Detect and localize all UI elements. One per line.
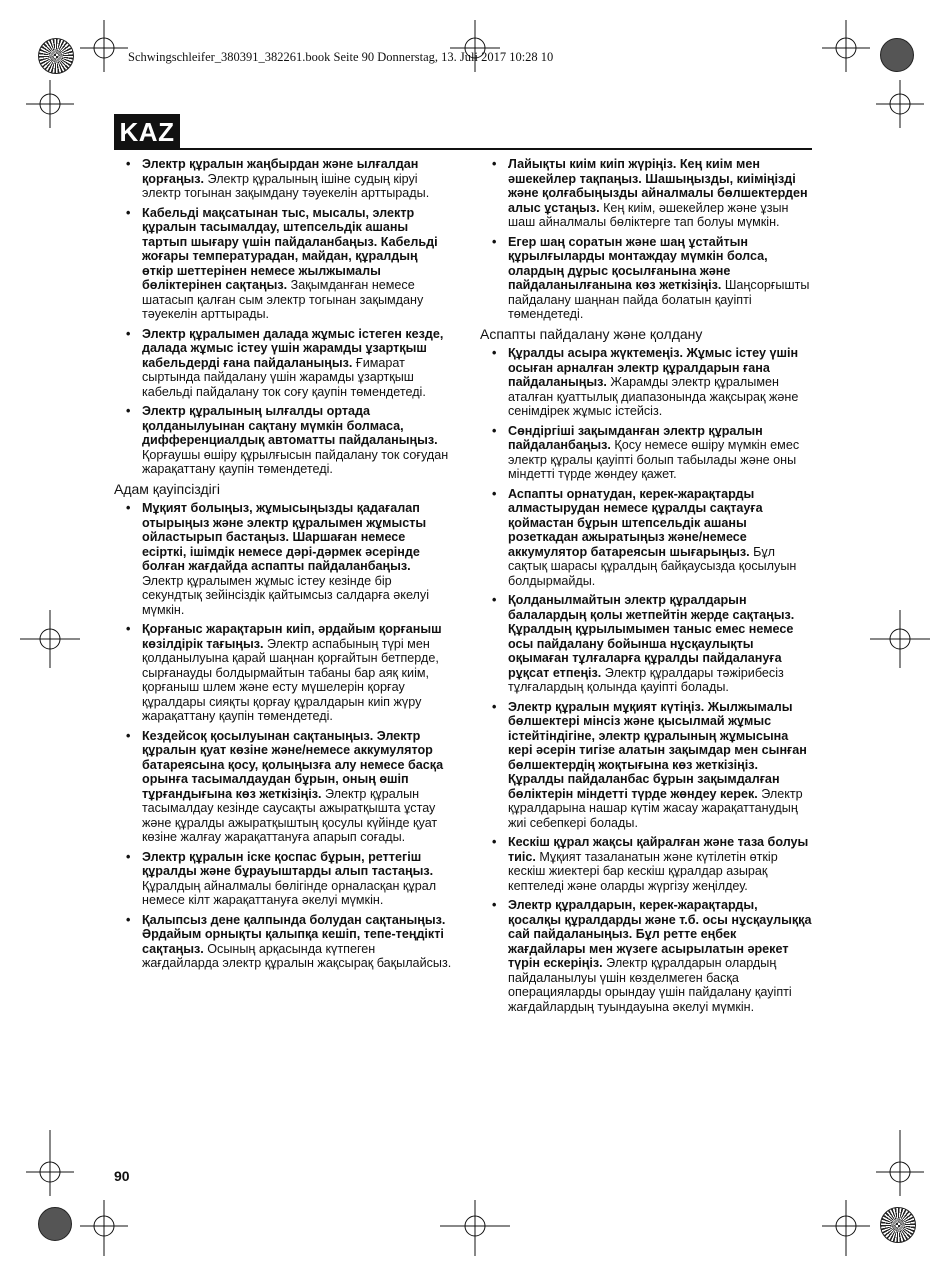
section-heading-personal-safety: Адам қауіпсіздігі xyxy=(114,480,220,497)
language-badge: KAZ xyxy=(114,114,180,150)
list-item: • Қалыпсыз дене қалпында болудан сақтаныңыз. Әрдайым орнықты қалыпқа кешіп, тепе-теңдікті сақтаңыз. Осының арқасында күтпеген жағдайларда электр құралын жақсырақ бақылайсыз. xyxy=(114,913,452,971)
list-item: • Электр құралын жаңбырдан және ылғалдан қорғаңыз. Электр құралының ішіне судың кіруі электр тогынан зақымдану тәуекелін арттырады. xyxy=(114,157,452,201)
list-item: • Қорғаныс жарақтарын киіп, әрдайым қорғаныш көзілдірік тағыңыз. Электр аспабының түрі мен қолданылуына қарай шаңнан қорғайтын бетперде, сырғанауды болдырмайтын табаны бар аяқ киім, қорғаныш шлем және есту мүшелерін қорғау құралдары сияқты қорғау құралдарын киіп жүру жарақаттану қаупін төмендетеді. xyxy=(114,622,452,724)
electrical-safety-list xyxy=(114,157,452,477)
list-item: • Лайықты киім киіп жүріңіз. Кең киім мен әшекейлер тақпаңыз. Шашыңызды, киіміңізді және қолғабыңызды айналмалы бөлшектерден алыс ұстаңыз. Кең киім, әшекейлер және ұзын шаш айналмалы бөліктерге тап болуы мүмкін. xyxy=(480,157,814,230)
list-item: • Кескіш құрал жақсы қайралған және таза болуы тиіс. Мұқият тазаланатын және күтілетін өткір кескіш жиектері бар кескіш құралдар азырақ кептеледі және оларды жүргізу жеңілдеу. xyxy=(480,835,814,893)
list-item: • Электр құралымен далада жұмыс істеген кезде, далада жұмыс істеу үшін жарамды ұзартқыш кабельдерді ғана пайдаланыңыз. Ғимарат сыртында пайдалану үшін жарамды ұзартқыш кабельді пайдалану ток соғу қаупін төмендетеді. xyxy=(114,327,452,400)
list-item: • Аспапты орнатудан, керек-жарақтарды алмастырудан немесе құралды сақтауға қоймастан бұрын штепсельдік ашаны розеткадан ажыратыңыз және/немесе аккумулятор батареясын шығарыңыз. Бұл сақтық шарасы құралдың байқаусызда қосылуын болдырмайды. xyxy=(480,487,814,589)
document-file-header: Schwingschleifer_380391_382261.book Seite 90 Donnerstag, 13. Juli 2017 10:28 10 xyxy=(128,50,554,64)
right-column xyxy=(480,157,814,1019)
list-item: • Сөндіргіші зақымданған электр құралын пайдаланбаңыз. Қосу немесе өшіру мүмкін емес электр құралы қауіпті болып табылады және оны міндетті түрде жөндеу қажет. xyxy=(480,424,814,482)
list-item: • Кездейсоқ қосылуынан сақтаныңыз. Электр құралын қуат көзіне және/немесе аккумулятор батареясына қосу, қолыңызға алу немесе басқа орынға тасымалдаудан бұрын, оның өшіп тұрғандығына көз жеткізіңіз. Электр құралын тасымалдау кезінде саусақты ажыратқышта ұстау және құралды ажыратқыштың қосулы күйінде қуат көзіне жалғау жарақаттануға апарып соғады. xyxy=(114,729,452,845)
registration-dot-icon xyxy=(880,38,914,72)
tool-use-list xyxy=(480,346,814,1014)
list-item: • Электр құралының ылғалды ортада қолданылуынан сақтану мүмкін болмаса, дифференциалдық автоматты пайдаланыңыз. Қорғаушы өшіру құрылғысын пайдалану ток соғудан жарақаттану қаупін төмендетеді. xyxy=(114,404,452,477)
registration-dot-icon xyxy=(38,1207,72,1241)
list-item: • Электр құралдарын, керек-жарақтарды, қосалқы құралдарды және т.б. осы нұсқаулыққа сай пайдаланыңыз. Бұл ретте еңбек жағдайлары мен жүзеге асырылатын әрекет түрін ескеріңіз. Электр құралдарын олардың пайдаланылуы үшін көзделмеген басқа операцияларды орындау үшін пайдалану қауіпті жағдайлардың туындауына әкелуі мүмкін. xyxy=(480,898,814,1014)
left-column xyxy=(114,157,452,976)
list-item: • Кабельді мақсатынан тыс, мысалы, электр құралын тасымалдау, штепсельдік ашаны тартып шығару үшін пайдаланбаңыз. Кабельді жоғары температурадан, майдан, құралдың өткір шеттерінен немесе жылжымалы бөліктерінен сақтаңыз. Зақымданған немесе шатасып қалған сым электр тогынан зақымдану тәуекелін арттырады. xyxy=(114,206,452,322)
personal-safety-list xyxy=(114,501,452,971)
list-item: • Егер шаң соратын және шаң ұстайтын құрылғыларды монтаждау мүмкін болса, олардың дұрыс қосылғанына және пайдаланылғанына көз жеткізіңіз. Шаңсорғышты пайдалану шаңнан пайда болатын қауіпті төмендетеді. xyxy=(480,235,814,322)
list-item: • Құралды асыра жүктемеңіз. Жұмыс істеу үшін осыған арналған электр құралдарын ғана пайдаланыңыз. Жарамды электр құралымен аталған қуаттылық диапазонында жақсырақ және сенімдірек жұмыс істейсіз. xyxy=(480,346,814,419)
section-heading-tool-use: Аспапты пайдалану және қолдану xyxy=(480,325,703,342)
header-rule xyxy=(180,148,812,150)
list-item: • Мұқият болыңыз, жұмысыңызды қадағалап отырыңыз және электр құралымен жұмысты ойластырып бастаңыз. Шаршаған немесе есірткі, ішімдік немесе дәрі-дәрмек әсерінде болған жағдайда аспапты пайдаланбаңыз. Электр құралымен жұмыс істеу кезінде бір секундтық зейінсіздік қайтымсыз салдарға әкелуі мүмкін. xyxy=(114,501,452,617)
list-item: • Қолданылмайтын электр құралдарын балалардың қолы жетпейтін жерде сақтаңыз. Құралдың құрылымымен таныс емес немесе осы пайдалану бойынша нұсқаулықты оқымаған тұлғаларға құралды пайдалануға рұқсат етпеңіз. Электр құралдары тәжірибесіз тұлғалардың қолында қауіпті болады. xyxy=(480,593,814,695)
registration-rosette-icon xyxy=(38,38,74,74)
list-item: • Электр құралын мұқият күтіңіз. Жылжымалы бөлшектері мінсіз және қысылмай жұмыс істейтіндігіне, электр құралының жұмысына кері әсерін тигізе алатын зақымдар мен сынған бөлшектердің жоқтығына көз жеткізіңіз. Құралды пайдаланбас бұрын зақымдалған бөліктерін міндетті түрде жөндеу керек. Электр құралдарына нашар күтім жасау жарақаттанудың жиі себепкері болады. xyxy=(480,700,814,831)
list-item: • Электр құралын іске қоспас бұрын, реттегіш құралды және бұрауыштарды алып тастаңыз. Құралдың айналмалы бөлігінде орналасқан құрал немесе кілт жарақаттануға әкелуі мүмкін. xyxy=(114,850,452,908)
personal-safety-list-continued xyxy=(480,157,814,322)
registration-rosette-icon xyxy=(880,1207,916,1243)
page-number: 90 xyxy=(114,1168,130,1184)
